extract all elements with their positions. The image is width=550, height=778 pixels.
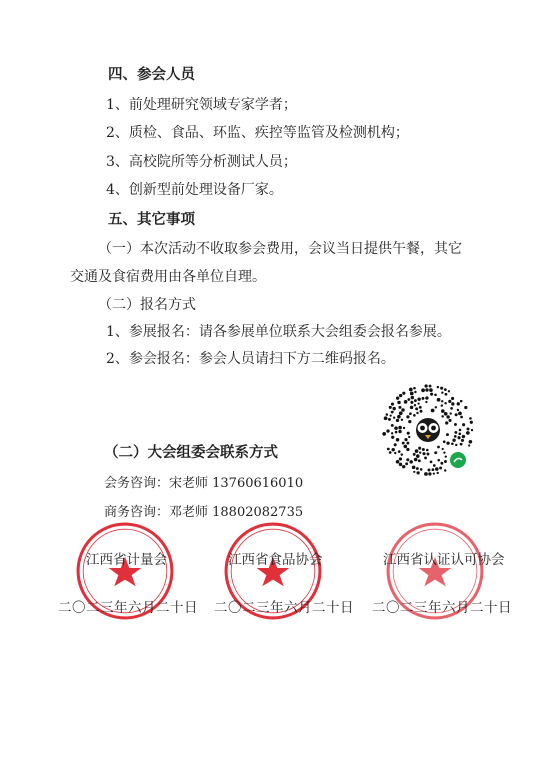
participant-item-2: 2、质检、食品、环监、疾控等监管及检测机构； (106, 125, 409, 141)
seal-date-2: 二〇二三年六月二十日 (214, 600, 354, 616)
seal-date-3: 二〇二三年六月二十日 (372, 600, 512, 616)
contact-title: （二）大会组委会联系方式 (104, 444, 278, 461)
seal-date-1: 二〇二三年六月二十日 (58, 600, 198, 616)
business-contact: 商务咨询：邓老师 18802082735 (104, 505, 304, 520)
registration-method-title: （二）报名方式 (98, 297, 196, 313)
section-four-title: 四、参会人员 (108, 66, 195, 83)
participant-item-1: 1、前处理研究领域专家学者； (106, 97, 297, 113)
fee-paragraph-line2: 交通及食宿费用由各单位自理。 (70, 269, 266, 285)
meeting-contact: 会务咨询：宋老师 13760616010 (104, 476, 304, 491)
attendee-registration: 2、参会报名：参会人员请扫下方二维码报名。 (106, 351, 395, 367)
participant-item-4: 4、创新型前处理设备厂家。 (106, 182, 283, 198)
seal-org-1: 江西省计量会 (86, 552, 167, 568)
seal-org-2: 江西省食品协会 (228, 552, 323, 568)
fee-paragraph-line1: （一）本次活动不收取参会费用，会议当日提供午餐，其它 (98, 241, 462, 257)
participant-item-3: 3、高校院所等分析测试人员； (106, 154, 297, 170)
seal-org-3: 江西省认证认可协会 (383, 552, 505, 568)
exhibitor-registration: 1、参展报名：请各参展单位联系大会组委会报名参展。 (106, 324, 451, 340)
mini-program-qr-code-icon[interactable] (378, 380, 478, 480)
section-five-title: 五、其它事项 (108, 211, 195, 228)
